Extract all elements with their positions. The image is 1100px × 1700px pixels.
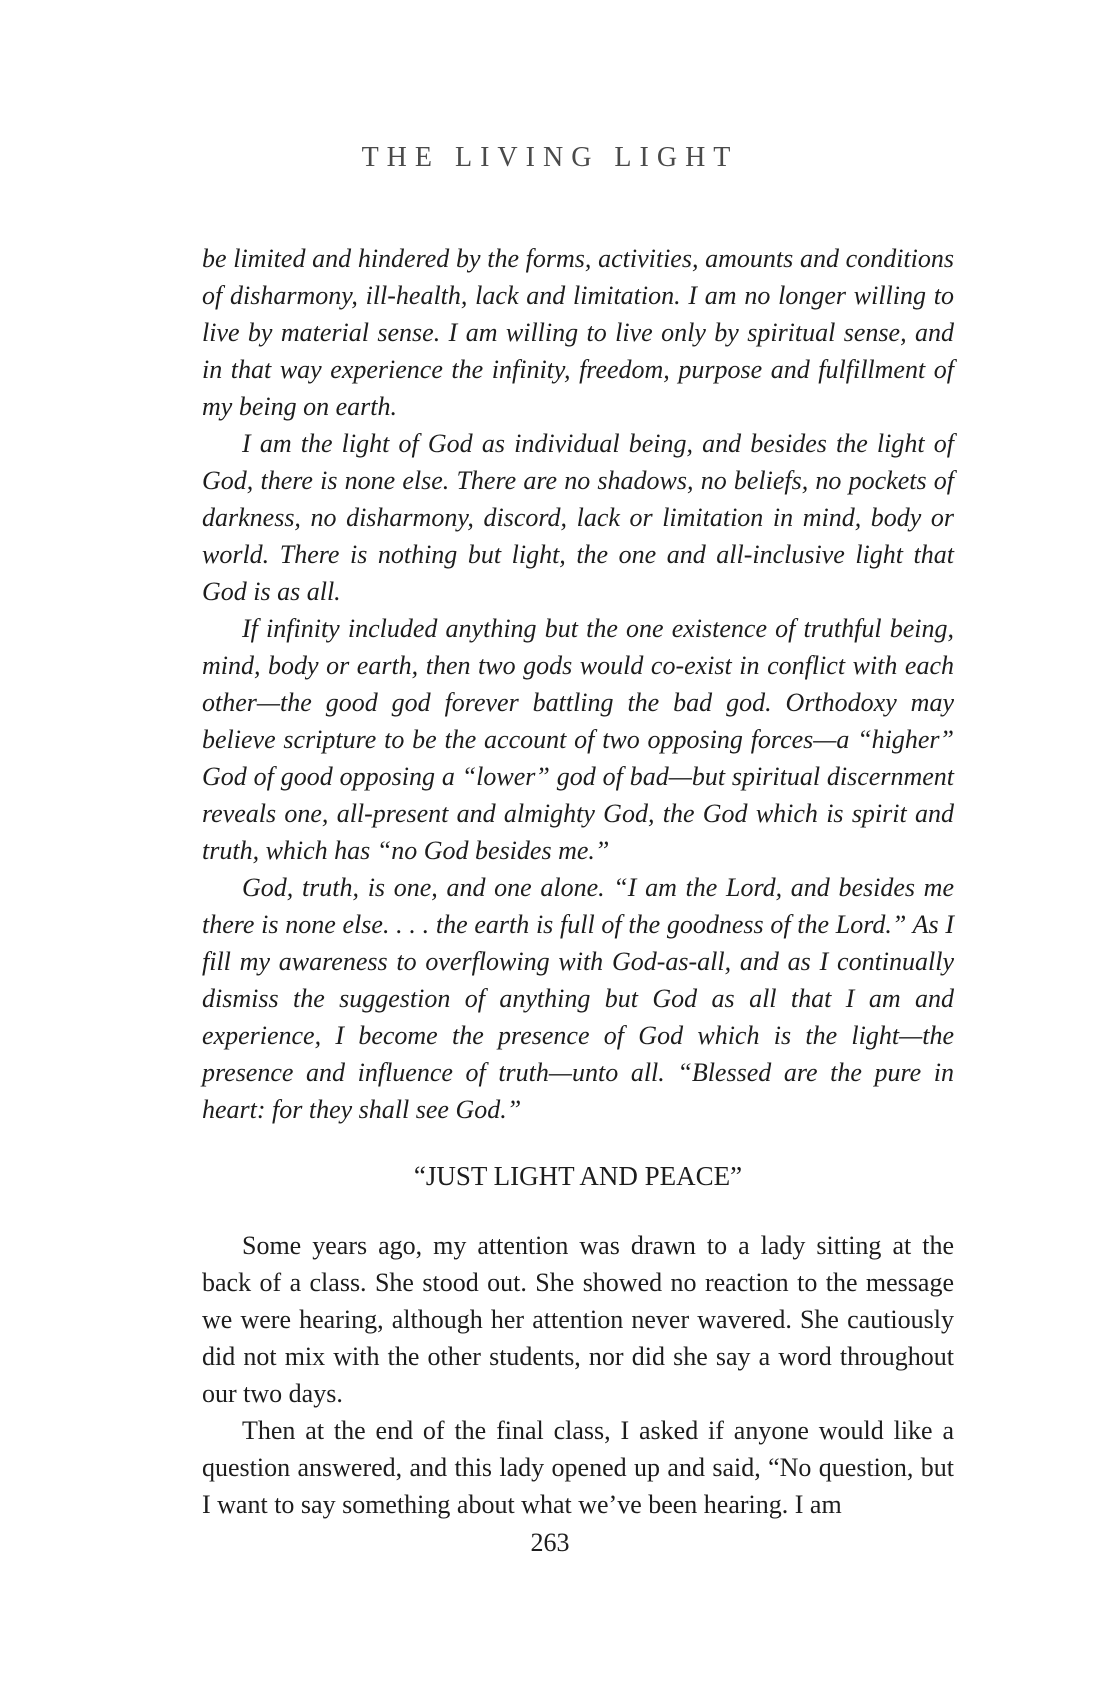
italic-paragraph: God, truth, is one, and one alone. “I am the Lord, and besides me there is none else. . . . the earth is full of the goodness of the Lord.” As I fill my awareness to overflowing with God-as-all, and as I continually dismiss the suggestion of anything but God as all that I am and experience, I become the presence of God which is the light—the presence and influence of truth—unto all. “Blessed are the pure in heart: for they shall see God.” bbox=[202, 873, 954, 1124]
page-number: 263 bbox=[530, 1528, 570, 1557]
italic-paragraph: be limited and hindered by the forms, activities, amounts and conditions of disharmony, ill-health, lack and limitation. I am no longer willing to live by material sense. I am willing to live only by spiritual sense, and in that way experience the infinity, freedom, purpose and fulfillment of my being on earth. bbox=[202, 244, 954, 421]
italic-paragraph: I am the light of God as individual being, and besides the light of God, there is none else. There are no shadows, no beliefs, no pockets of darkness, no disharmony, discord, lack or limitation in mind, body or world. There is nothing but light, the one and all-inclusive light that God is as all. bbox=[202, 429, 954, 606]
italic-meditation-block bbox=[202, 240, 954, 1128]
body-paragraph: Then at the end of the final class, I asked if anyone would like a question answered, and this lady opened up and said, “No question, but I want to say something about what we’ve been hearing. I am bbox=[202, 1416, 954, 1519]
page-body bbox=[202, 240, 954, 1523]
section-body bbox=[202, 1227, 954, 1523]
section-heading: “JUST LIGHT AND PEACE” bbox=[413, 1161, 743, 1191]
body-paragraph: Some years ago, my attention was drawn to a lady sitting at the back of a class. She stood out. She showed no reaction to the message we were hearing, although her attention never wavered. She cautiously did not mix with the other students, nor did she say a word throughout our two days. bbox=[202, 1231, 954, 1408]
running-head: THE LIVING LIGHT bbox=[361, 142, 739, 173]
italic-paragraph: If infinity included anything but the one existence of truthful being, mind, body or earth, then two gods would co-exist in conflict with each other—the good god forever battling the bad god. Orthodoxy may believe scripture to be the account of two opposing forces—a “higher” God of good opposing a “lower” god of bad—but spiritual discernment reveals one, all-present and almighty God, the God which is spirit and truth, which has “no God besides me.” bbox=[202, 614, 954, 865]
